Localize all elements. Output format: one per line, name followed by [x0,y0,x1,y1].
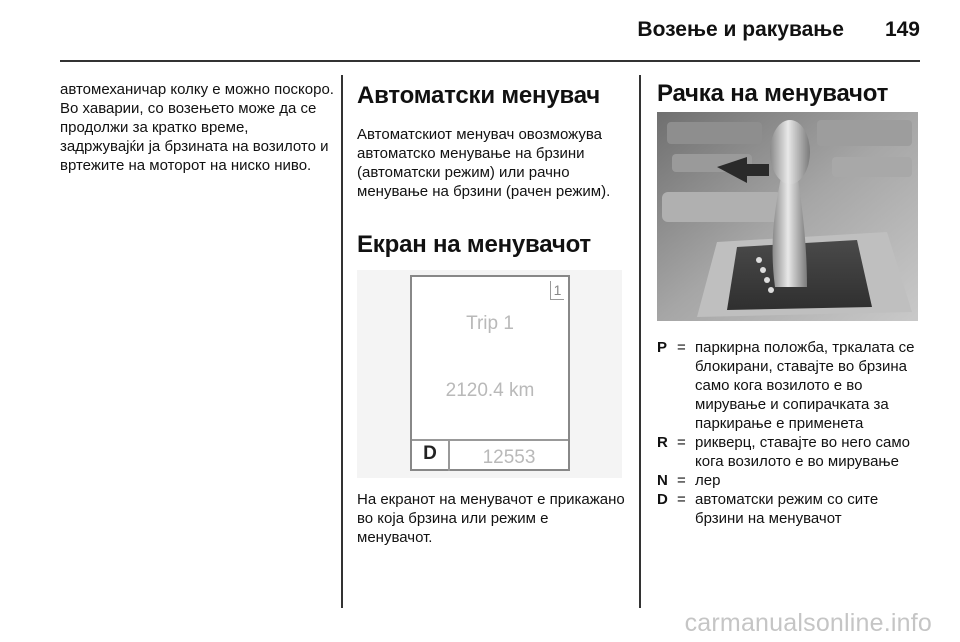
column-3 [657,80,925,108]
definition-item: N = лер [657,472,721,489]
gear-indicator: D [423,443,437,464]
column-divider [341,75,343,608]
section-heading-selector-lever: Рачка на менувачот [657,80,889,107]
transmission-display-illustration [357,270,622,478]
column-1 [60,80,335,175]
watermark: carmanualsonline.info [684,609,932,637]
section-intro: Автоматскиот менувач овозможува автоматско менување на брзини (автоматски режим) или рачно менување на брзини (рачен режим). [357,126,611,200]
gear-cell [412,441,450,471]
odometer: 12553 [482,447,536,468]
definition-item: D = автоматски режим со сите брзини на менувачот [657,491,879,527]
header-rule [60,60,920,62]
gear-definitions [657,338,927,528]
display-screen [410,275,570,471]
column-divider [639,75,641,608]
section-heading-automatic-transmission: Автоматски менувач [357,82,601,109]
section-heading-transmission-display: Екран на менувачот [357,231,591,258]
display-badge: 1 [550,281,564,300]
selector-lever-photo [657,112,918,321]
page-number: 149 [884,18,920,41]
trip-distance: 2120.4 km [445,380,535,401]
continued-text: автомеханичар колку е можно поскоро. Во хаварии, со возењето може да се продолжи за кратко време, задржувајќи ја брзината на возилото и вртежите на моторот на ниско ниво. [60,81,334,174]
trip-label: Trip 1 [466,313,514,334]
display-caption: На екранот на менувачот е прикажано во која брзина или режим е менувачот. [357,491,625,546]
definition-item: R = рикверц, ставајте во него само кога возилото е во мирување [657,434,911,470]
header-title: Возење и ракување [637,18,844,41]
column-2 [357,80,625,259]
definition-item: P = паркирна положба, тркалата се блокирани, ставајте во брзина само кога возилото е во мирување и сопирачката за паркирање е применета [657,339,915,432]
